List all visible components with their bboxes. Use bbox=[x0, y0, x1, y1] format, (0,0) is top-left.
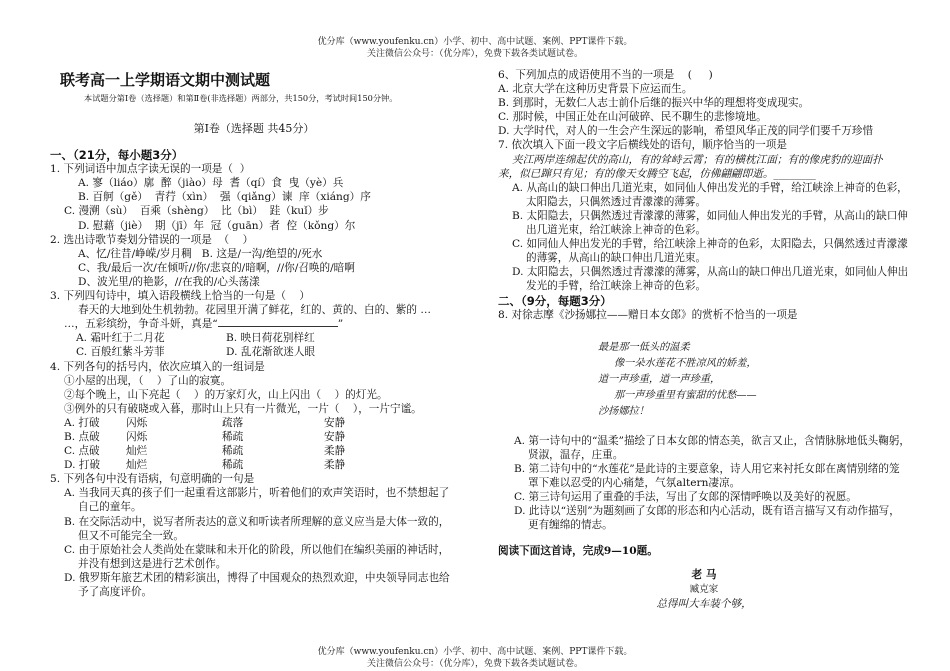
q7-stem: 7. 依次填入下面一段文字后横线处的语句，顺序恰当的一项是 bbox=[498, 139, 787, 152]
q4-cell: 疏落 bbox=[222, 416, 244, 429]
q3-options-row-2 bbox=[50, 345, 458, 359]
q7-passage-2: 来，似已蹿只有见；有的像天女腾空飞起，仿佛翩翩即逝。________ bbox=[498, 167, 816, 180]
q1-option-c: C. 漫溯（sù） 百乘（shèng） 比（bì） 跬（kuǐ）步 bbox=[64, 205, 329, 218]
q8-option-b: B. 第二诗句中的“水莲花”是此诗的主要意象，诗人用它来衬托女郎在离情别绪的笼罩下难以忍受的内心痛楚，气氛altern凄凉。 bbox=[514, 462, 900, 489]
poem2-title: 老 马 bbox=[691, 569, 717, 582]
q4-sentence-2: ②每个晚上，山下亮起（ ）的万家灯火，山上闪出（ ）的灯光。 bbox=[64, 388, 388, 401]
q7-option-b: B. 太阳隐去，只偶然透过青濛濛的薄雾，如同仙人伸出发光的手臂，从高山的缺口伸出几道光束，给江峡涂上神奇的色彩。 bbox=[512, 209, 908, 237]
q6-option-b: B. 到那时，无数仁人志士前仆后继的振兴中华的理想将变成现实。 bbox=[498, 97, 810, 110]
top-banner bbox=[0, 36, 950, 60]
q2-option-d: D、波光里/的艳影，//在我的/心头荡漾 bbox=[78, 275, 260, 288]
q4-stem: 4. 下列各句的括号内，依次应填入的一组词是 bbox=[50, 360, 265, 373]
poem-line: 像一朵水莲花不胜凉风的娇羞， bbox=[614, 357, 757, 369]
q5-option-c: C. 由于原始社会人类尚处在蒙昧和未开化的阶段，所以他们在编织美丽的神话时，并没有想到这是进行艺术创作。 bbox=[64, 543, 450, 570]
q2-option-ab: A、忆/往昔/峥嵘/岁月稠 B. 这是/一沟/绝望的/死水 bbox=[78, 247, 323, 260]
q4-cell: 安静 bbox=[324, 430, 346, 443]
q4-cell: 稀疏 bbox=[222, 445, 244, 458]
q2-stem: 2. 选出诗歌节奏划分错误的一项是 （ ） bbox=[50, 233, 254, 246]
exam-title: 联考高一上学期语文期中测试题 bbox=[60, 71, 271, 89]
q4-cell: 柔静 bbox=[324, 459, 346, 472]
q3-passage-2-end: ” bbox=[337, 318, 344, 331]
q5-stem: 5. 下列各句中没有语病，句意明确的一句是 bbox=[50, 473, 255, 486]
banner-line-2: 关注微信公众号：（优分库），免费下载各类试题试卷。 bbox=[366, 49, 583, 59]
q5-option-a: A. 当我同天真的孩子们一起重看这部影片，听着他们的欢声笑语时，也不禁想起了自己的童年。 bbox=[64, 487, 450, 514]
q3-options-row-1 bbox=[50, 331, 458, 345]
q7-option-d: D. 太阳隐去，只偶然透过青濛濛的薄雾，从高山的缺口伸出几道光束，如同仙人伸出发光的手臂，给江峡涂上神奇的色彩。 bbox=[512, 266, 909, 293]
section-two-heading: 二、（9分，每题3分） bbox=[498, 293, 612, 308]
q3-stem: 3. 下列四句诗中，填入语段横线上恰当的一句是（ ） bbox=[50, 290, 311, 303]
q3-option-c: C. 百般红紫斗芳菲 bbox=[76, 346, 165, 359]
q6-stem: 6、下列加点的成语使用不当的一项是 ( ) bbox=[498, 69, 713, 81]
q4-cell: B. 点破 bbox=[64, 430, 100, 443]
poem2-line-1: 总得叫大车装个够， bbox=[656, 597, 752, 610]
q8-option-d: D. 此诗以“送别”为题刻画了女郎的形态和内心活动，既有语言描写又有动作描写，更有缠绵的情志。 bbox=[514, 505, 900, 532]
q6-option-a: A. 北京大学在这种历史背景下应运而生。 bbox=[498, 83, 693, 96]
q4-option-row-c bbox=[50, 444, 458, 458]
q8-option-a: A. 第一诗句中的“温柔”描绘了日本女郎的情态美，欲言又止，含情脉脉地低头鞠躬，贤淑，温存，庄重。 bbox=[514, 434, 910, 461]
q8-poem bbox=[598, 340, 910, 420]
q3-option-b: B. 映日荷花别样红 bbox=[226, 332, 315, 345]
banner-line-1: 优分库（www.youfenku.cn）小学、初中、高中试题、案例、PPT课件下载。 bbox=[317, 647, 633, 657]
left-column bbox=[50, 68, 458, 599]
q4-cell: A. 打破 bbox=[64, 416, 100, 429]
q4-cell: 安静 bbox=[324, 416, 346, 429]
q4-sentence-3: ③例外的只有破晓或入暮，那时山上只有一片微光，一片（ ），一片宁谧。 bbox=[64, 402, 422, 415]
q4-cell: D. 打破 bbox=[64, 459, 101, 472]
q6-option-c: C. 那时候，中国正处在山河破碎、民不聊生的悲惨境地。 bbox=[498, 111, 767, 124]
q4-cell: 稀疏 bbox=[222, 459, 244, 472]
q5-option-b: B. 在交际活动中，说写者所表达的意义和听读者所理解的意义应当是大体一致的，但又不可能完全一致。 bbox=[64, 515, 450, 542]
section-one-heading: 一、（21分，每小题3分） bbox=[50, 148, 184, 163]
q1-option-b: B. 百舸（gě） 青荇（xìn） 强（qiǎng）谏 庠（xiáng）序 bbox=[78, 191, 371, 204]
q8-stem: 8. 对徐志摩《沙扬娜拉——赠日本女郎》的赏析不恰当的一项是 bbox=[498, 308, 798, 321]
q4-cell: 闪烁 bbox=[126, 430, 148, 443]
banner-line-2: 关注微信公众号：（优分库），免费下载各类试题试卷。 bbox=[366, 659, 583, 669]
q3-passage-2-text: …，五彩缤纷，争奇斗妍，真是“ bbox=[64, 318, 218, 331]
poem-line: 最是那一低头的温柔 bbox=[598, 341, 690, 353]
q3-passage-2 bbox=[50, 317, 458, 331]
reading-instruction: 阅读下面这首诗，完成9—10题。 bbox=[498, 545, 658, 558]
q4-cell: 柔静 bbox=[324, 445, 346, 458]
q3-blank bbox=[218, 317, 338, 327]
q4-cell: 灿烂 bbox=[126, 445, 148, 458]
q4-cell: 灿烂 bbox=[126, 459, 148, 472]
bottom-banner bbox=[0, 646, 950, 670]
poem-line: 那一声珍重里有蜜甜的忧愁—— bbox=[614, 389, 757, 401]
poem-line: 沙扬娜拉！ bbox=[598, 405, 649, 417]
q7-passage-1: 夹江两岸连绵起伏的高山，有的耸峙云霄；有的横枕江面；有的像虎豹的迎面扑 bbox=[512, 153, 883, 166]
poem2-author: 臧克家 bbox=[689, 583, 719, 595]
banner-line-1: 优分库（www.youfenku.cn）小学、初中、高中试题、案例、PPT课件下载。 bbox=[317, 37, 633, 47]
q7-option-c: C. 如同仙人伸出发光的手臂，给江峡涂上神奇的色彩，太阳隐去，只偶然透过青濛濛的薄雾，从高山的缺口伸出几道光束。 bbox=[512, 238, 908, 265]
q8-option-c: C. 第三诗句运用了重叠的手法，写出了女郎的深情呼唤以及美好的祝愿。 bbox=[514, 491, 857, 504]
q7-option-a: A. 从高山的缺口伸出几道光束，如同仙人伸出发光的手臂，给江峡涂上神奇的色彩，太阳隐去，只偶然透过青濛濛的薄雾。 bbox=[512, 181, 908, 208]
q1-stem: 1. 下列词语中加点字读无误的一项是（ ） bbox=[50, 163, 251, 176]
exam-subtitle: 本试题分第Ⅰ卷（选择题）和第Ⅱ卷(非选择题）两部分，共150分，考试时间150分钟。 bbox=[84, 93, 398, 103]
q4-cell: 稀疏 bbox=[222, 430, 244, 443]
q4-option-row-d bbox=[50, 458, 458, 472]
q4-option-row-a bbox=[50, 416, 458, 430]
q4-sentence-1: ①小屋的出现，（ ）了山的寂寞。 bbox=[64, 374, 232, 387]
right-column bbox=[498, 68, 910, 611]
q6-option-d: D. 大学时代，对人的一生会产生深远的影响，希望风华正茂的同学们要千万珍惜 bbox=[498, 125, 874, 138]
q4-cell: C. 点破 bbox=[64, 445, 100, 458]
q1-option-a: A. 寥（liáo）廓 醉（jiào）母 耆（qí）食 曳（yè）兵 bbox=[78, 177, 344, 190]
q4-option-row-b bbox=[50, 430, 458, 444]
q5-option-d: D. 俄罗斯年旅艺术团的精彩演出，博得了中国观众的热烈欢迎，中央领导同志也给予了高度评价。 bbox=[64, 571, 450, 598]
q3-passage-1: 春天的大地到处生机勃勃。花园里开满了鲜花，红的、黄的、白的、紫的 … bbox=[78, 304, 431, 317]
q3-option-a: A. 霜叶红于二月花 bbox=[76, 332, 165, 345]
part-one-heading: 第Ⅰ卷（选择题 共45分） bbox=[193, 122, 315, 135]
q4-cell: 闪烁 bbox=[126, 416, 148, 429]
q3-option-d: D. 乱花渐欲迷人眼 bbox=[226, 346, 316, 359]
poem-line: 道一声珍重，道一声珍重， bbox=[598, 373, 721, 385]
q2-option-c: C、我/最后一次/在倾听//你/悲哀的/暗啊，//你/召唤的/暗啊 bbox=[78, 261, 355, 274]
q1-option-d: D. 慰藉（jiè） 期（jī）年 冠（guān）者 倥（kǒng）尔 bbox=[78, 219, 356, 232]
